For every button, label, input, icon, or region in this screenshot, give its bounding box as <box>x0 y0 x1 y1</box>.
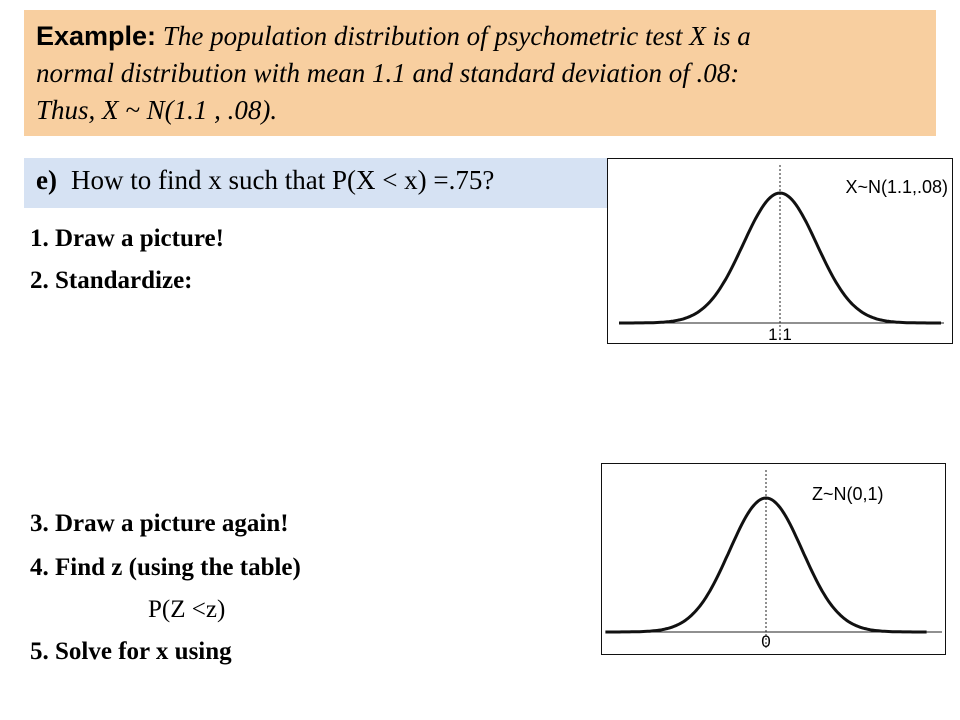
example-line-1 <box>36 18 924 55</box>
example-label: Example: <box>36 21 157 51</box>
distribution-label: Z~N(0,1) <box>812 484 884 504</box>
normal-curve-plot-z <box>601 463 946 655</box>
example-line-3: Thus, X ~ N(1.1 , .08). <box>36 95 278 125</box>
mean-tick-label: 1.1 <box>768 325 792 344</box>
step-4: 4. Find z (using the table) <box>30 554 301 581</box>
example-text-1: The population distribution of psychometric test X is a <box>162 21 751 51</box>
question-text: How to find x such that P(X < x) =.75? <box>70 165 495 195</box>
question-label: e) <box>36 165 57 195</box>
step-2: 2. Standardize: <box>30 267 193 294</box>
example-line-2: normal distribution with mean 1.1 and standard deviation of .08: <box>36 58 740 88</box>
step-3: 3. Draw a picture again! <box>30 510 289 537</box>
example-box <box>24 10 936 136</box>
probability-expression: P(Z <z) <box>148 596 226 623</box>
distribution-label: X~N(1.1,.08) <box>845 177 948 197</box>
normal-curve-svg-z <box>602 464 945 654</box>
normal-curve-plot-x <box>607 158 953 344</box>
mean-tick-label: 0 <box>761 632 771 651</box>
step-1: 1. Draw a picture! <box>30 225 224 252</box>
question <box>36 165 494 196</box>
step-5: 5. Solve for x using <box>30 638 232 665</box>
